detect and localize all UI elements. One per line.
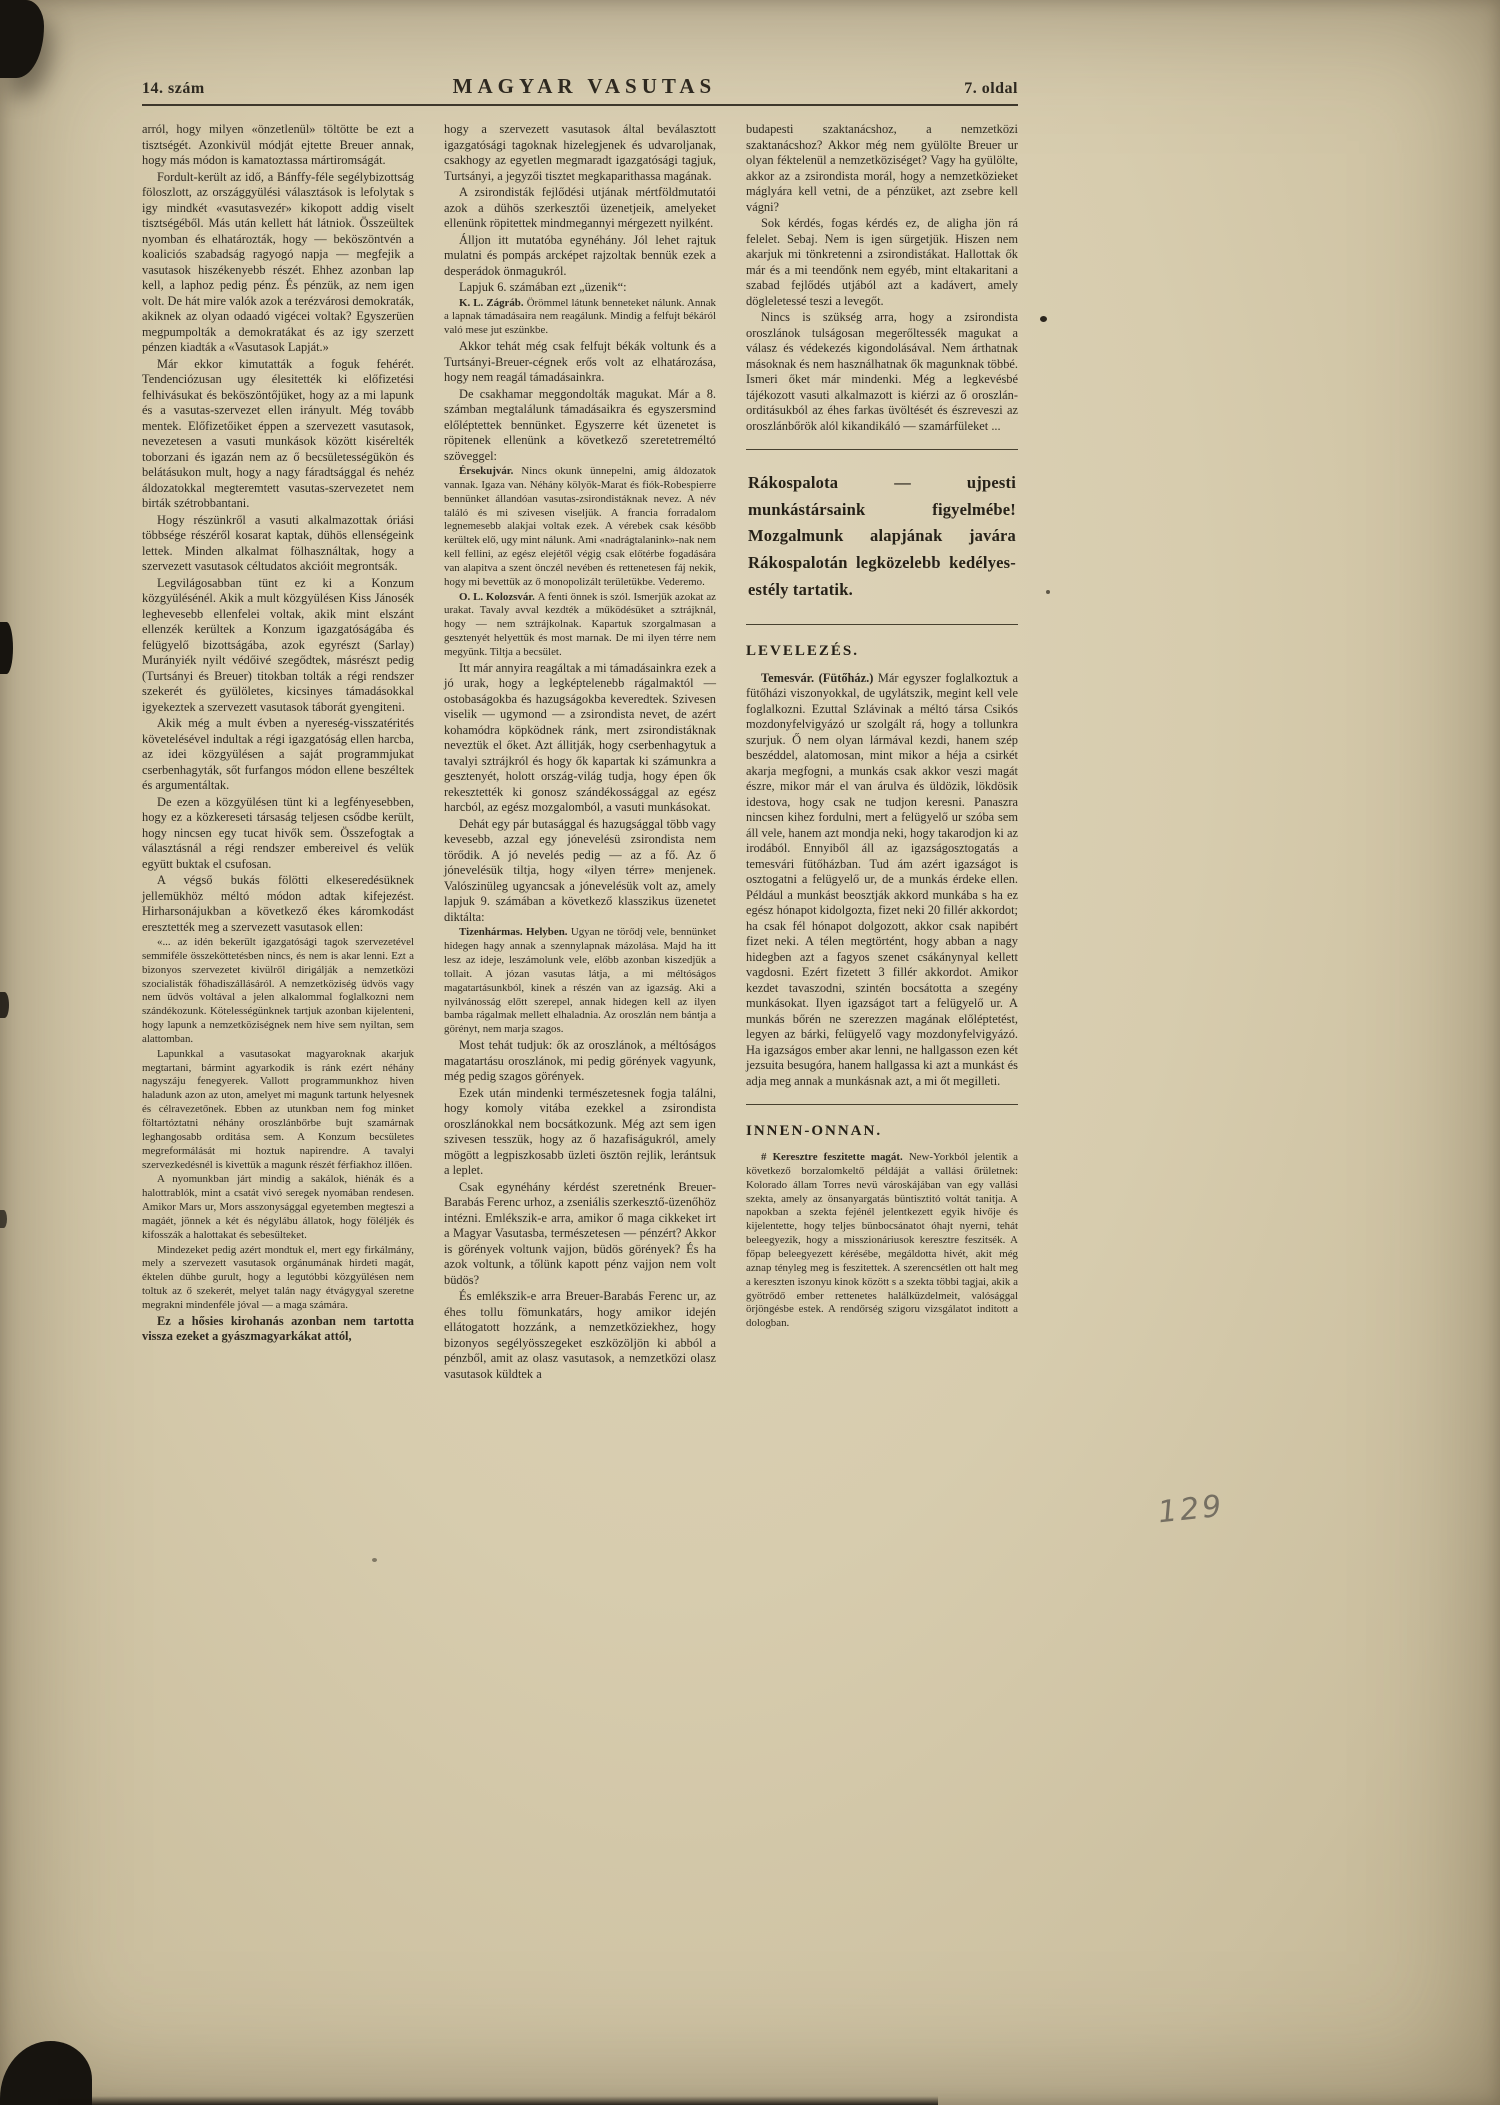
paragraph: Sok kérdés, fogas kérdés ez, de aligha jön rá felelet. Sebaj. Nem is igen sürgetjük. Hiszen nem akarjuk mi tönkretenni a zsirondistákat. Hallottak ők már és a mi teendőnk nem egyéb, mint eltakaritani a szabad fejlődés utjából azt a kadávert, amely dögleletessé teszi a levegőt.: [746, 216, 1018, 308]
text-column: [746, 122, 1018, 1382]
ink-speck: [1046, 590, 1050, 594]
separator-rule: [746, 624, 1018, 625]
paragraph: Lapjuk 6. számában ezt „üzenik“:: [459, 280, 627, 294]
paragraph: Akik még a mult évben a nyereség-visszatérités követelésével indultak a régi igazgatóság ellen harcba, az idei közgyülésen a saját programmjukat cserbenhagyták, sőt furfangos módon ellene beszéltek és argumentáltak.: [142, 716, 414, 792]
paragraph: Álljon itt mutatóba egynéhány. Jól lehet rajtuk mulatni és pompás arcképet rajzoltak bennük ezek a desperádok önmagukról.: [444, 232, 716, 278]
paragraph: De ezen a közgyülésen tünt ki a legfényesebben, hogy ez a közkereseti társaság teljesen csődbe került, hogy nincsen egy tucat hivők sem. Összefogtak a választásnál a régi rendszer embereivel és velük együtt buktak el csufosan.: [142, 794, 414, 871]
announcement: Rákospalota — ujpesti munkástársaink figyelmébe! Mozgalmunk alapjának javára Rákospalotán legközelebb kedélyes-estély tartatik.: [748, 473, 1016, 599]
paragraph: Itt már annyira reagáltak a mi támadásainkra ezek a jó urak, hogy a legképtelenebb rágalmaktól — ostobaságokba és hazugságokba keveredtek. Szivesen viselik — ugymond — a zsirondista nevet, de azért kohamódra köpködnek ránk, mert zsirondistáknak neveztük el őket. Azt állitják, hogy cserbenhagytuk a tavalyi sztrájkról és hogy ők kapartak ki számunkra a gesztenyét, holott ország-világ tudja, hogy épen ők rekesztették ki gonosz szándékossággal az egész harcból, az egész mozgalomból, a vasuti munkásokat.: [444, 660, 716, 815]
paragraph: De csakhamar meggondolták magukat. Már a 8. számban megtalálunk támadásaikra és egyszersmind előléptettek bennünket. Egyszerre két üzenetet is röpitenek ellenünk a következő szeretetreméltó szöveggel:: [444, 386, 716, 463]
text-column: [142, 122, 414, 1382]
paragraph: hogy a szervezett vasutasok által beválasztott igazgatósági tagoknak hizelegjenek és udvaroljanak, csakhogy az egyetlen megmaradt igazgatósági tagjuk, Turtsányi, a jegyzői tisztet megkaparithassa magának.: [444, 122, 716, 183]
header-rule: [142, 104, 1018, 106]
ink-stain-top-left: [0, 0, 44, 78]
scan-edge-shadow: [58, 2096, 938, 2105]
petit-paragraph: Tizenhármas. Helyben. Ugyan ne törődj vele, bennünket hidegen hagy annak a szennylapnak mázolása. Majd ha itt lesz az ideje, leszámolunk vele, előbb azonban kiszedjük a tollait. A józan vasutas látja, a mi méltóságos magatartásunkból, kinek a részén van az igazság. Aki a nyilvánosság előtt szerepel, annak hidegen kell az ilyen bamba rágalmak mellett elhaladnia. Az oroszlán nem bántja a görényt, nem marja szagos.: [444, 926, 716, 1036]
ink-stain-left-2: [0, 992, 9, 1018]
petit-paragraph: Mindezeket pedig azért mondtuk el, mert egy firkálmány, mely a szervezett vasutasok orgánumának hirdeti magát, éktelen dühbe gurult, hogy a legutóbbi közgyülésen nem toltuk az ő szekerét, melyet talán nagy étvágygyal szeretne megrakni mindenféle jóval — a maga számára.: [142, 1243, 414, 1311]
paragraph-lead: K. L. Zágráb.: [459, 296, 527, 309]
paragraph: Fordult-került az idő, a Bánffy-féle segélybizottság föloszlott, az országgyülési választások is lefolytak s igy mindkét «vasutasvezér» kikopott addig viselt tisztségéből. Más után kellett hát látniok. Összeültek nyomban és elhatározták, hogy — beköszöntvén a koaliciós szabadság ragyogó napja — megfejik a vasutasok hiszékenyebb részét. Ehhez azonban lap kell, a laphoz pedig pénz. És pénzük, az nem igen volt. De hát mire valók azok a terézvárosi demokraták, akiknek az olyan odaadó vigécei voltak? Egyszerüen megpumpolták a demokratákat és az igy szerzett pénzen kiadták a «Vasutasok Lapját.»: [142, 169, 414, 354]
paragraph: Már ekkor kimutatták a foguk fehérét. Tendenciózusan ugy élesitették ki előfizetési felhivásukat és beköszöntőjüket, hogy az a mi lapunk és a vasutas-szervezet ellen irányult. Még tovább mentek. Előfizetőiket éppen a szervezett vasutasok, nevezetesen a vasuti munkások között kisérelték toborzani és igazán nem az ő becsületességükön és belátásukon mult, hogy a nagy fáradtsággal és nehéz áldozatokkal megteremtett vasutas-szervezetet nem birták szétrobbantani.: [142, 356, 414, 510]
paragraph: budapesti szaktanácshoz, a nemzetközi szaktanácshoz? Akkor még nem gyülölte Breuer ur olyan féktelenül a nemzetköziséget? Vagy ha gyülölte, akkor az a zsirondista morál, hogy a nemzetközieket máglyára kell vetni, de a pénzüket, azt zsebre kell vágni?: [746, 122, 1018, 214]
paragraph: Ezek után mindenki természetesnek fogja találni, hogy komoly vitába ezekkel a zsirondista oroszlánokkal nem bocsátkozunk. Még azt sem igen szivesen tesszük, hogy az ő hazafiságukról, amely mögött a legpiszkosabb üzleti ösztön rejlik, lerántsuk a leplet.: [444, 1085, 716, 1178]
paragraph: Legvilágosabban tünt ez ki a Konzum közgyülésénél. Akik a mult közgyülésen Kiss Jánosék leghevesebb ellenfelei voltak, akik mint elszánt ellenzék kerültek a Konzum igazgatóságába és felügyelő bizottságába, azok egyrészt (Sarlay) Murányiék nyilt védőivé szegődtek, másrészt pedig (Turtsányi és Breuer) titokban tolták a régi rendszer szekerét és gyülöletes, kicsinyes támadásokkal igyekeztek a szervezett vasutasok táborát gyengiteni.: [142, 575, 414, 714]
paragraph: Csak egynéhány kérdést szeretnénk Breuer-Barabás Ferenc urhoz, a zseniális szerkesztő-üzenőhöz intézni. Emlékszik-e arra, amikor ő maga cikkeket irt a Magyar Vasutasba, természetesen — pénzért? Akkor is görények voltunk vajjon, büdös görények? És ha azok voltunk, a tőlünk kapott pénz vajjon nem volt büdös?: [444, 1179, 716, 1287]
separator-rule: [746, 1104, 1018, 1105]
petit-paragraph: Érsekujvár. Nincs okunk ünnepelni, amig áldozatok vannak. Igaza van. Néhány kölyök-Marat és fiók-Robespierre bennünket állandóan vasutas-zsirondistáknak nevez. A név találó és mi szivesen viseljük. A francia forradalom legnemesebb alakjai voltak ezek. A vérebek csak később kerültek elő, ugy mint nálunk. Ami «nadrágtalanink»-nak nem kell fellini, az egész elejétől végig csak előtérbe fogadására van alapitva a szent önczél nevében és rettenetesen fáj nekik, hogy mi bevettük az ő monopolizált területükbe. Vederemo.: [444, 465, 716, 588]
separator-rule: [746, 449, 1018, 450]
petit-paragraph: A nyomunkban járt mindig a sakálok, hiénák és a halottrablók, mint a csatát vivó seregek nyomában rendesen. Amikor Mars ur, Mors asszonysággal egyetemben megteszi a magáét, jönnek a két és négylábu állatok, hogy föléljék és kifosszák a halottakat és sebesülteket.: [142, 1173, 414, 1241]
paragraph-lead: Tizenhármas. Helyben.: [459, 926, 571, 939]
paragraph-lead: O. L. Kolozsvár.: [459, 590, 538, 603]
paragraph-lead: Temesvár. (Fütőház.): [761, 670, 878, 685]
paragraph: Most tehát tudjuk: ők az oroszlánok, a méltóságos magatartásu oroszlánok, mi pedig görények vagyunk, még pedig szagos görények.: [444, 1038, 716, 1084]
page-number: 7. oldal: [964, 80, 1018, 97]
paragraph: Dehát egy pár butasággal és hazugsággal több vagy kevesebb, azzal egy jónevelésü zsirondista nem törődik. A jó nevelés pedig — az a fő. Az ő jónevelésük tiltja, hogy «ilyen térre» menjenek. Valószinüleg ugyancsak a jónevelésük volt az, amely lapjuk 9. számában a következő klasszikus üzenetet diktálta:: [444, 816, 716, 924]
section-heading: LEVELEZÉS.: [746, 642, 859, 659]
paragraph: Temesvár. (Fütőház.) Már egyszer foglalkoztuk a fütőházi viszonyokkal, de ugylátszik, megint kell vele foglalkozni. Ezuttal Szlávinak a méltó társa Csikós mozdonyfelvigyázó ur szolgált rá, hogy a tollunkra szurjuk. Ő nem olyan lármával kezdi, hanem szép beszéddel, alatomosan, mint mikor a héja a csirkét akarja megfogni, a munkás csak akkor veszi magát észre, mikor már el van árulva és üldözik, lökdösik idestova, hogy csak ne tudjon keresni. Panaszra nincsen kihez fordulni, mert a felügyelő ur szóba sem áll vele, hanem azt mondja neki, hogy takarodjon ki az irodából. Ennyiből áll az igazságosztogatás a temesvári fütőházban. Tud ám azért igazságot is osztogatni a felügyelő ur, de a munkás érdeke ellen. Például a munkást beosztják akkord munkába s ha ez egész hónapot kidolgozta, fizet neki 20 fillér akkordot; ha csak fél hónapot dolgozott, akkor csak napibért fizet neki. A télen megtörtént, hogy abban a nagy hidegben azt a fagyos szenet csákánynyal kellett vagdosni. Ezért fizetett 3 fillér akkordot. Amikor kezdet tavaszodni, szintén bocsátotta a szegény munkásokat. Ilyen igazságot tart a felügyelő ur. A munkás bőrén ne szerezzen magának előléptetést, legyen az bárki, felügyelő vagy mozdonyfelvigyázó. Ha igazságos ember akar lenni, ne hallgasson ezen két jezsuita besugóra, hanem hallgassa ki azt a munkást és adja meg annak a munkásnak azt, a mi őt megilleti.: [746, 670, 1018, 1088]
section-heading: INNEN-ONNAN.: [746, 1123, 883, 1140]
petit-paragraph: O. L. Kolozsvár. A fenti önnek is szól. Ismerjük azokat az urakat. Tavaly avval kezdték a működésüket a sztrájknál, hogy — nem sztrájkolnak. Kapartuk szorgalmasan a gesztenyét helyettük és most marnak. De mi ilyen térre nem megyünk. Tiltja a becsület.: [444, 590, 716, 658]
petit-paragraph: # Keresztre feszitette magát. New-Yorkból jelentik a következő borzalomkeltő példáját a vallási őrületnek: Kolorado állam Torres nevü városkájában van egy vallási szekta, amely az önsanyargatás büntisztitó voltát tanitja. A napokban a szekta fejénél jelentkezett egyik hivője és kijelentette, hogy teljes bünbocsánatot óhajt nyerni, tehát beleegyezik, hogy a misszionáriusok keresztre feszitsék. A főpap beleegyezett kérésébe, megáldotta hivét, akit még aznap tényleg meg is feszitettek. A szerencsétlen ott halt meg a kereszten iszonyu kinok között s a szekta többi tagjai, akik a gyötrődő ember rettenetes halálküzdelmeit, valósággal örjöngésbe estek. A rendőrség szigoru vizsgálatot inditott a dologban.: [746, 1151, 1018, 1330]
page-header: [142, 74, 1018, 99]
paragraph: Ez a hősies kirohanás azonban nem tartotta vissza ezeket a gyászmagyarkákat attól,: [142, 1313, 414, 1344]
newspaper-title: MAGYAR VASUTAS: [452, 74, 717, 98]
ink-stain-left-1: [0, 622, 13, 674]
ink-stain-left-3: [0, 1210, 7, 1228]
paragraph: A zsirondisták fejlődési utjának mértföldmutatói azok a dühös szerkesztői üzenetjeik, amelyeket ellenünk röpitettek mindmegannyi mérgezett nyilként.: [444, 185, 716, 230]
petit-paragraph: K. L. Zágráb. Örömmel látunk benneteket nálunk. Annak a lapnak támadásaira nem reagálunk. Mindig a felfujt békáról való mese jut eszünkbe.: [444, 296, 716, 337]
handwritten-page-number: 129: [1156, 1488, 1226, 1531]
petit-paragraph: «... az idén bekerült igazgatósági tagok szervezetével semmiféle összeköttetésben nincs, és nem is akar lenni. Ezt a bizonyos szervezetet kivülről dirigálják a nemzetközi szocialisták főhadiszállásáról. A nemzetköziség üdvös vagy nem üdvös voltával a jelen alkalommal foglalkozni nem szándékozunk. Kötelességünknek tartjuk azonban kijelenteni, hogy lapunk a nemzetköziségnek nem hive sem nyiltan, sem alattomban.: [142, 936, 414, 1045]
issue-number: 14. szám: [142, 80, 205, 97]
ink-speck: [1040, 316, 1047, 322]
paragraph-lead: Érsekujvár.: [459, 465, 522, 478]
text-column: [444, 122, 716, 1382]
paragraph: A végső bukás fölötti elkeseredésüknek jellemükhöz méltó módon adtak kifejezést. Hirharsonájukban a következő ékes káromkodást eresztették meg a szervezett vasutasok ellen:: [142, 873, 414, 934]
paragraph: arról, hogy milyen «önzetlenül» töltötte be ezt a tisztségét. Azonkivül módját ejtette Breuer annak, hogy más módon is kamatoztassa mártiromságát.: [142, 122, 414, 167]
paragraph: Hogy részünkről a vasuti alkalmazottak óriási többsége részéről kosarat kaptak, dühös ellenségeink lettek. Minden alkalmat fölhasználtak, hogy a szervezett vasutasok céltudatos akcióit megrontsák.: [142, 512, 414, 573]
paragraph: Nincs is szükség arra, hogy a zsirondista oroszlánok tulságosan megerőltessék magukat a válasz és védekezés kigondolásával. Nem árthatnak másoknak és nem használhatnak ők magunknak többé. Ismeri őket már mindenki. Még a legkevésbé tájékozott vasuti alkalmazott is kiérzi az ő oroszlán-orditásukból az éhes farkas üvöltését és észreveszi az oroszlánbőrök alól kikandikáló — szamárfüleket ...: [746, 310, 1018, 433]
petit-paragraph: Lapunkkal a vasutasokat magyaroknak akarjuk megtartani, bármint agyarkodik is ránk ezért néhány nagyszáju fenegyerek. Vallott programmunkhoz hiven haladunk azon az uton, amelyet mi magunk tartunk helyesnek és célravezetőnek. Ebben az utunkban nem fog minket föltartóztatni néhány oroszlánbőrbe bujt szamárnak leghangosabb orditása sem. A Konzum becsületes megreformálását mi hoztuk napirendre. A tavalyi szervezkedésnél is kivettük a magunk részét férfiakhoz illően.: [142, 1047, 414, 1171]
paragraph: És emlékszik-e arra Breuer-Barabás Ferenc ur, az éhes tollu fömunkatárs, hogy amikor idején ellátogatott hozzánk, a nemzetköziekhez, hogy bizonyos segélyösszegeket eszközöljön ki abból a pénzből, amit az olasz vasutasok, a nemzetközi olasz vasutasok küldtek a: [444, 1289, 716, 1381]
content-columns: [142, 122, 1018, 1382]
paragraph-lead: # Keresztre feszitette magát.: [761, 1151, 909, 1164]
page-content: [142, 74, 1018, 1382]
ink-speck: [372, 1558, 377, 1562]
paragraph: Akkor tehát még csak felfujt békák voltunk és a Turtsányi-Breuer-cégnek erős volt az elhatározása, hogy nem reagál támadásainkra.: [444, 339, 716, 385]
